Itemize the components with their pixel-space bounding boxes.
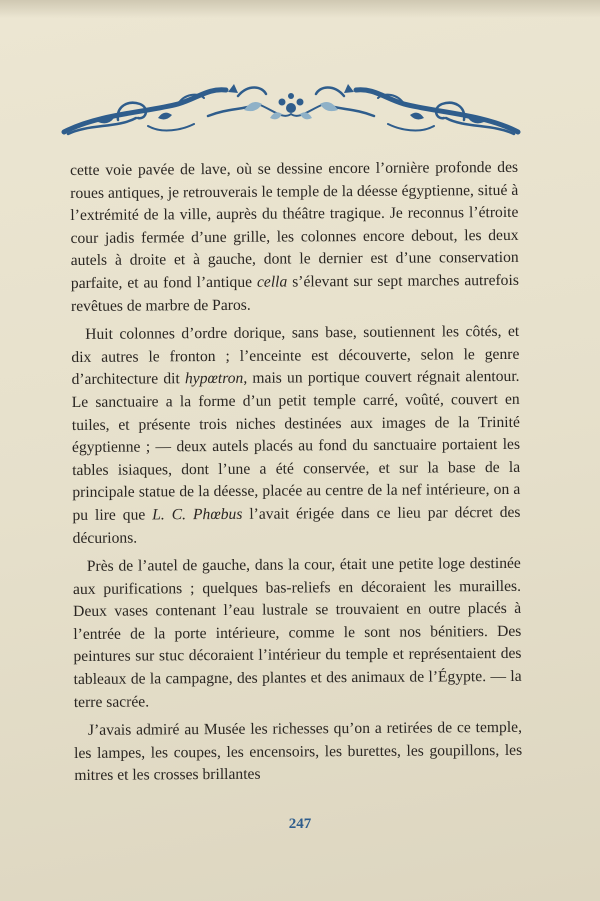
floral-vine-ornament bbox=[58, 74, 524, 144]
page-number: 247 bbox=[288, 816, 312, 832]
paragraph: cette voie pavée de lave, où se dessine encore l’ornière profonde des roues antiques, je retrouverais le temple de la déesse égyptienne, situé à l’extrémité de la ville, auprès du théâtre tragique. Je reconnus l’étroite cour jadis fermée d’une grille, les colonnes encore debout, les deux autels à droite et à gauche, dont le dernier est d’une conservation parfaite, et au fond l’antique cella s’élevant sur sept marches autrefois revêtues de marbre de Paros. bbox=[70, 158, 519, 315]
paragraph: Huit colonnes d’ordre dorique, sans base, soutiennent les côtés, et dix autres le fronton ; l’enceinte est découverte, selon le genre d’architecture dit hypœtron, mais un portique couvert régnait alentour. Le sanctuaire a la forme d’un petit temple carré, voûté, couvert en tuiles, et présente trois niches destinées aux images de la Trinité égyptienne ; — deux autels placés au fond du sanctuaire portaient les tables isiaques, dont l’une a été conservée, et sur la base de la principale statue de la déesse, placée au centre de la nef intérieure, on a pu lire que L. C. Phœbus l’avait érigée dans ce lieu par décret des décurions. bbox=[71, 323, 521, 547]
page-edge-shadow bbox=[0, 0, 600, 18]
paragraph: J’avais admiré au Musée les richesses qu’on a retirées de ce temple, les lampes, les coupes, les encensoirs, les burettes, les goupillons, les mitres et les crosses brillantes bbox=[74, 719, 523, 785]
paragraph: Près de l’autel de gauche, dans la cour, était une petite loge destinée aux purifications ; quelques bas-reliefs en décoraient les murailles. Deux vases contenant l’eau lustrale se trouvaient en outre placés à l’entrée de la porte intérieure, comme le sont nos bénitiers. Des peintures sur stuc décoraient l’intérieur du temple et représentaient des tableaux de la campagne, des plantes et des animaux de l’Égypte. — la terre sacrée. bbox=[72, 554, 522, 711]
body-text bbox=[70, 157, 522, 794]
